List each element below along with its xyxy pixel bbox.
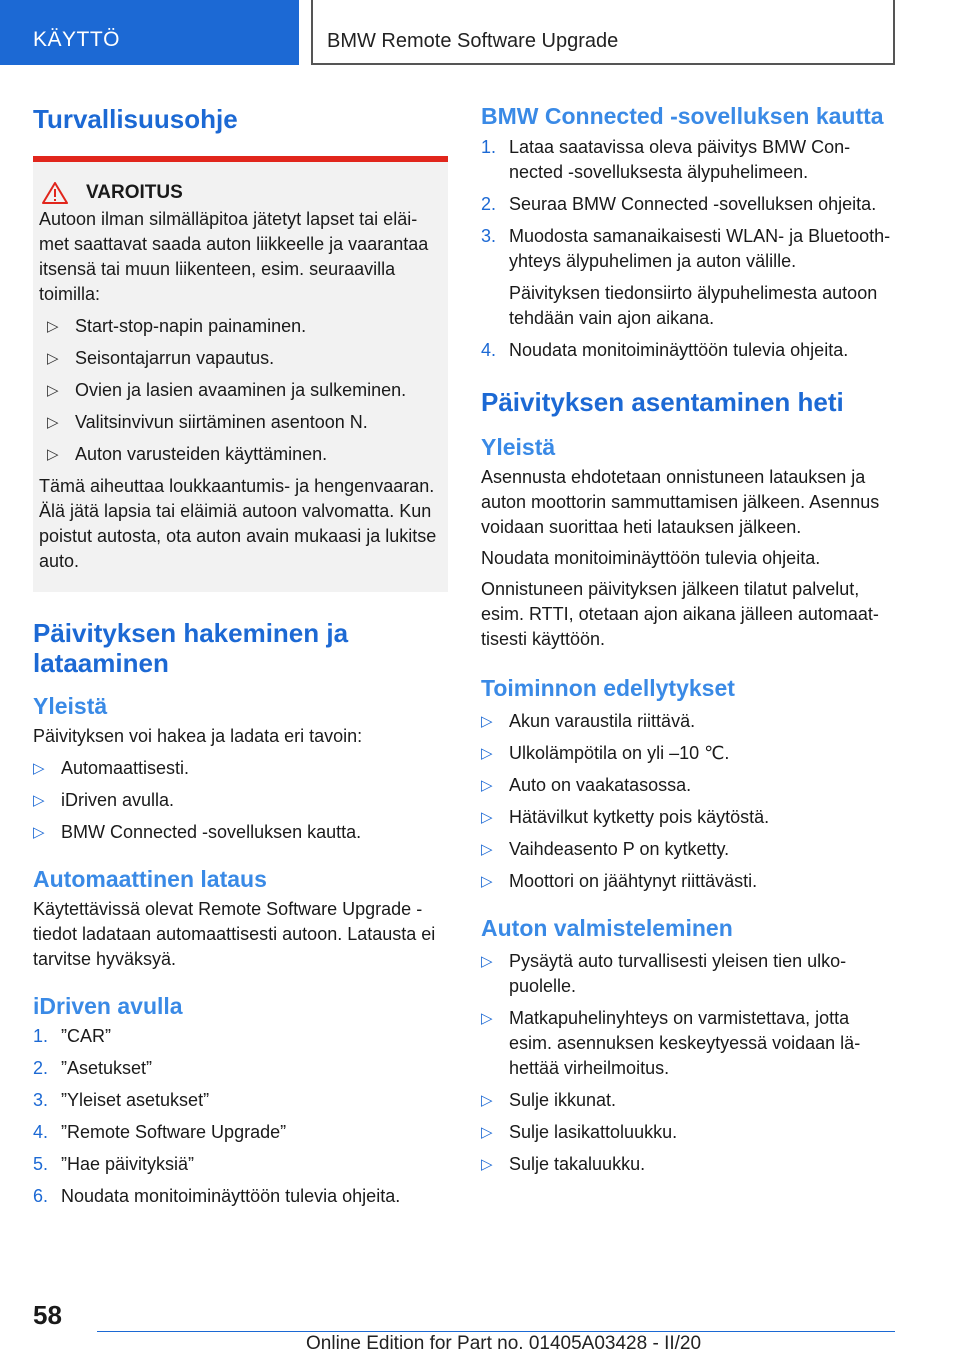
list-item: ▷ Auto on vaakatasossa. [481,773,896,798]
list-item: ▷ Akun varaustila riittävä. [481,709,896,734]
step-number: 4. [481,340,497,360]
list-item: 2. Seuraa BMW Connected -sovelluksen ohjeita. [481,192,896,217]
list-item: ▷ Ovien ja lasien avaaminen ja sulkeminen. [39,378,440,403]
list-item: ▷ Sulje takaluukku. [481,1152,896,1177]
list-item: 3. Muodosta samanaikaisesti WLAN- ja Bluetooth-yhteys älypuhelimen ja auton välille. [481,224,896,274]
step-number: 3. [33,1090,49,1110]
triangle-bullet-icon: ▷ [481,809,493,826]
list-item: 3. ”Yleiset asetukset” [33,1088,448,1113]
page-header-title: BMW Remote Software Upgrade [311,0,895,65]
triangle-bullet-icon: ▷ [481,777,493,794]
left-column [33,100,448,1209]
step-number: 3. [481,226,497,246]
list-item: ▷ Seisontajarrun vapautus. [39,346,440,371]
list-item: 5. ”Hae päivityksiä” [33,1152,448,1177]
list-item: ▷ Valitsinvivun siirtäminen asentoon N. [39,410,440,435]
connected-steps [481,135,896,274]
list-item: ▷ BMW Connected -sovelluksen kautta. [33,820,448,845]
auto-download-heading: Automaattinen lataus [33,866,267,892]
list-item: ▷ Start-stop-napin painaminen. [39,314,440,339]
footer-divider [97,1331,895,1332]
list-item: ▷ Automaattisesti. [33,756,448,781]
list-item: ▷ Sulje ikkunat. [481,1088,896,1113]
warning-outro: Tämä aiheuttaa loukkaantumis- ja hengenvaaran. Älä jätä lapsia tai eläimiä autoon valvomatta. Kun poistut autosta, ota auton avain mukaasi ja lukitse auto. [39,476,437,571]
triangle-bullet-icon: ▷ [481,1092,493,1109]
step-number: 1. [481,137,497,157]
prerequisites-heading: Toiminnon edellytykset [481,675,735,701]
triangle-bullet-icon: ▷ [481,1124,493,1141]
warning-triangle-icon [42,182,68,204]
idrive-heading: iDriven avulla [33,993,183,1019]
list-item: ▷ Matkapuhelinyhteys on varmistettava, jotta esim. asennuksen keskeytyessä voidaan lähettää virheilmoitus. [481,1006,896,1081]
preparation-heading: Auton valmisteleminen [481,915,733,941]
triangle-bullet-icon: ▷ [47,318,59,335]
step-number: 1. [33,1026,49,1046]
list-item: 1. ”CAR” [33,1024,448,1049]
step-number: 2. [33,1058,49,1078]
search-heading: Päivityksen hakeminen ja lataaminen [33,618,349,678]
warning-box [33,156,448,592]
install-paragraph-1: Asennusta ehdotetaan onnistuneen latauksen ja auton moottorin sammuttamisen jälkeen. Asennus voidaan suorittaa heti latauksen jälkeen. [481,467,880,537]
triangle-bullet-icon: ▷ [481,1156,493,1173]
list-item: 6. Noudata monitoiminäyttöön tulevia ohjeita. [33,1184,448,1209]
list-item: ▷ Ulkolämpötila on yli –10 ℃. [481,741,896,766]
list-item: 1. Lataa saatavissa oleva päivitys BMW Connected -sovelluksesta älypuhelimeen. [481,135,896,185]
list-item: 4. Noudata monitoiminäyttöön tulevia ohjeita. [481,338,896,363]
step-number: 5. [33,1154,49,1174]
right-column [481,102,896,1177]
general-text: Päivityksen voi hakea ja ladata eri tavoin: [33,726,363,746]
general-list [33,756,448,845]
triangle-bullet-icon: ▷ [33,792,45,809]
list-item: ▷ Sulje lasikattoluukku. [481,1120,896,1145]
triangle-bullet-icon: ▷ [47,414,59,431]
triangle-bullet-icon: ▷ [481,713,493,730]
general-heading: Yleistä [33,693,108,719]
install-paragraph-3: Onnistuneen päivityksen jälkeen tilatut palvelut, esim. RTTI, otetaan ajon aikana jälleen automaattisesti käyttöön. [481,579,879,649]
warning-title-row [39,180,440,205]
list-item: ▷ Hätävilkut kytketty pois käytöstä. [481,805,896,830]
auto-download-text: Käytettävissä olevat Remote Software Upgrade -tiedot ladataan automaattisesti autoon. Latausta ei tarvitse hyväksyä. [33,899,436,969]
list-item: ▷ Vaihdeasento P on kytketty. [481,837,896,862]
page-number: 58 [33,1300,62,1330]
triangle-bullet-icon: ▷ [481,873,493,890]
step-number: 6. [33,1186,49,1206]
section-tab: KÄYTTÖ [0,0,299,65]
install-paragraph-2: Noudata monitoiminäyttöön tulevia ohjeita. [481,548,821,568]
connected-heading: BMW Connected -sovelluksen kautta [481,103,884,129]
step-number: 4. [33,1122,49,1142]
connected-note: Päivityksen tiedonsiirto älypuhelimesta autoon tehdään vain ajon aikana. [509,283,878,328]
triangle-bullet-icon: ▷ [481,1010,493,1027]
install-general-heading: Yleistä [481,434,556,460]
triangle-bullet-icon: ▷ [47,446,59,463]
prerequisites-list [481,709,896,894]
connected-steps-continued [481,338,896,363]
step-number: 2. [481,194,497,214]
list-item: 4. ”Remote Software Upgrade” [33,1120,448,1145]
warning-intro: Autoon ilman silmälläpitoa jätetyt lapset tai eläimet saattavat saada auton liikkeelle ja vaarantaa itsensä tai muun liikenteen, esim. seuraavilla toimilla: [39,209,429,304]
list-item: ▷ Pysäytä auto turvallisesti yleisen tien ulkopuolelle. [481,949,896,999]
triangle-bullet-icon: ▷ [47,382,59,399]
footer-edition: Online Edition for Part no. 01405A03428 - II/20 [306,1333,702,1354]
triangle-bullet-icon: ▷ [481,841,493,858]
safety-heading: Turvallisuusohje [33,104,238,134]
list-item: ▷ Moottori on jäähtynyt riittävästi. [481,869,896,894]
list-item: ▷ iDriven avulla. [33,788,448,813]
warning-list [39,314,440,467]
triangle-bullet-icon: ▷ [33,760,45,777]
list-item: ▷ Auton varusteiden käyttäminen. [39,442,440,467]
install-heading: Päivityksen asentaminen heti [481,387,844,417]
triangle-bullet-icon: ▷ [47,350,59,367]
preparation-list [481,949,896,1177]
list-item: 2. ”Asetukset” [33,1056,448,1081]
warning-title: VAROITUS [86,182,183,203]
triangle-bullet-icon: ▷ [33,824,45,841]
triangle-bullet-icon: ▷ [481,953,493,970]
idrive-steps [33,1024,448,1209]
triangle-bullet-icon: ▷ [481,745,493,762]
